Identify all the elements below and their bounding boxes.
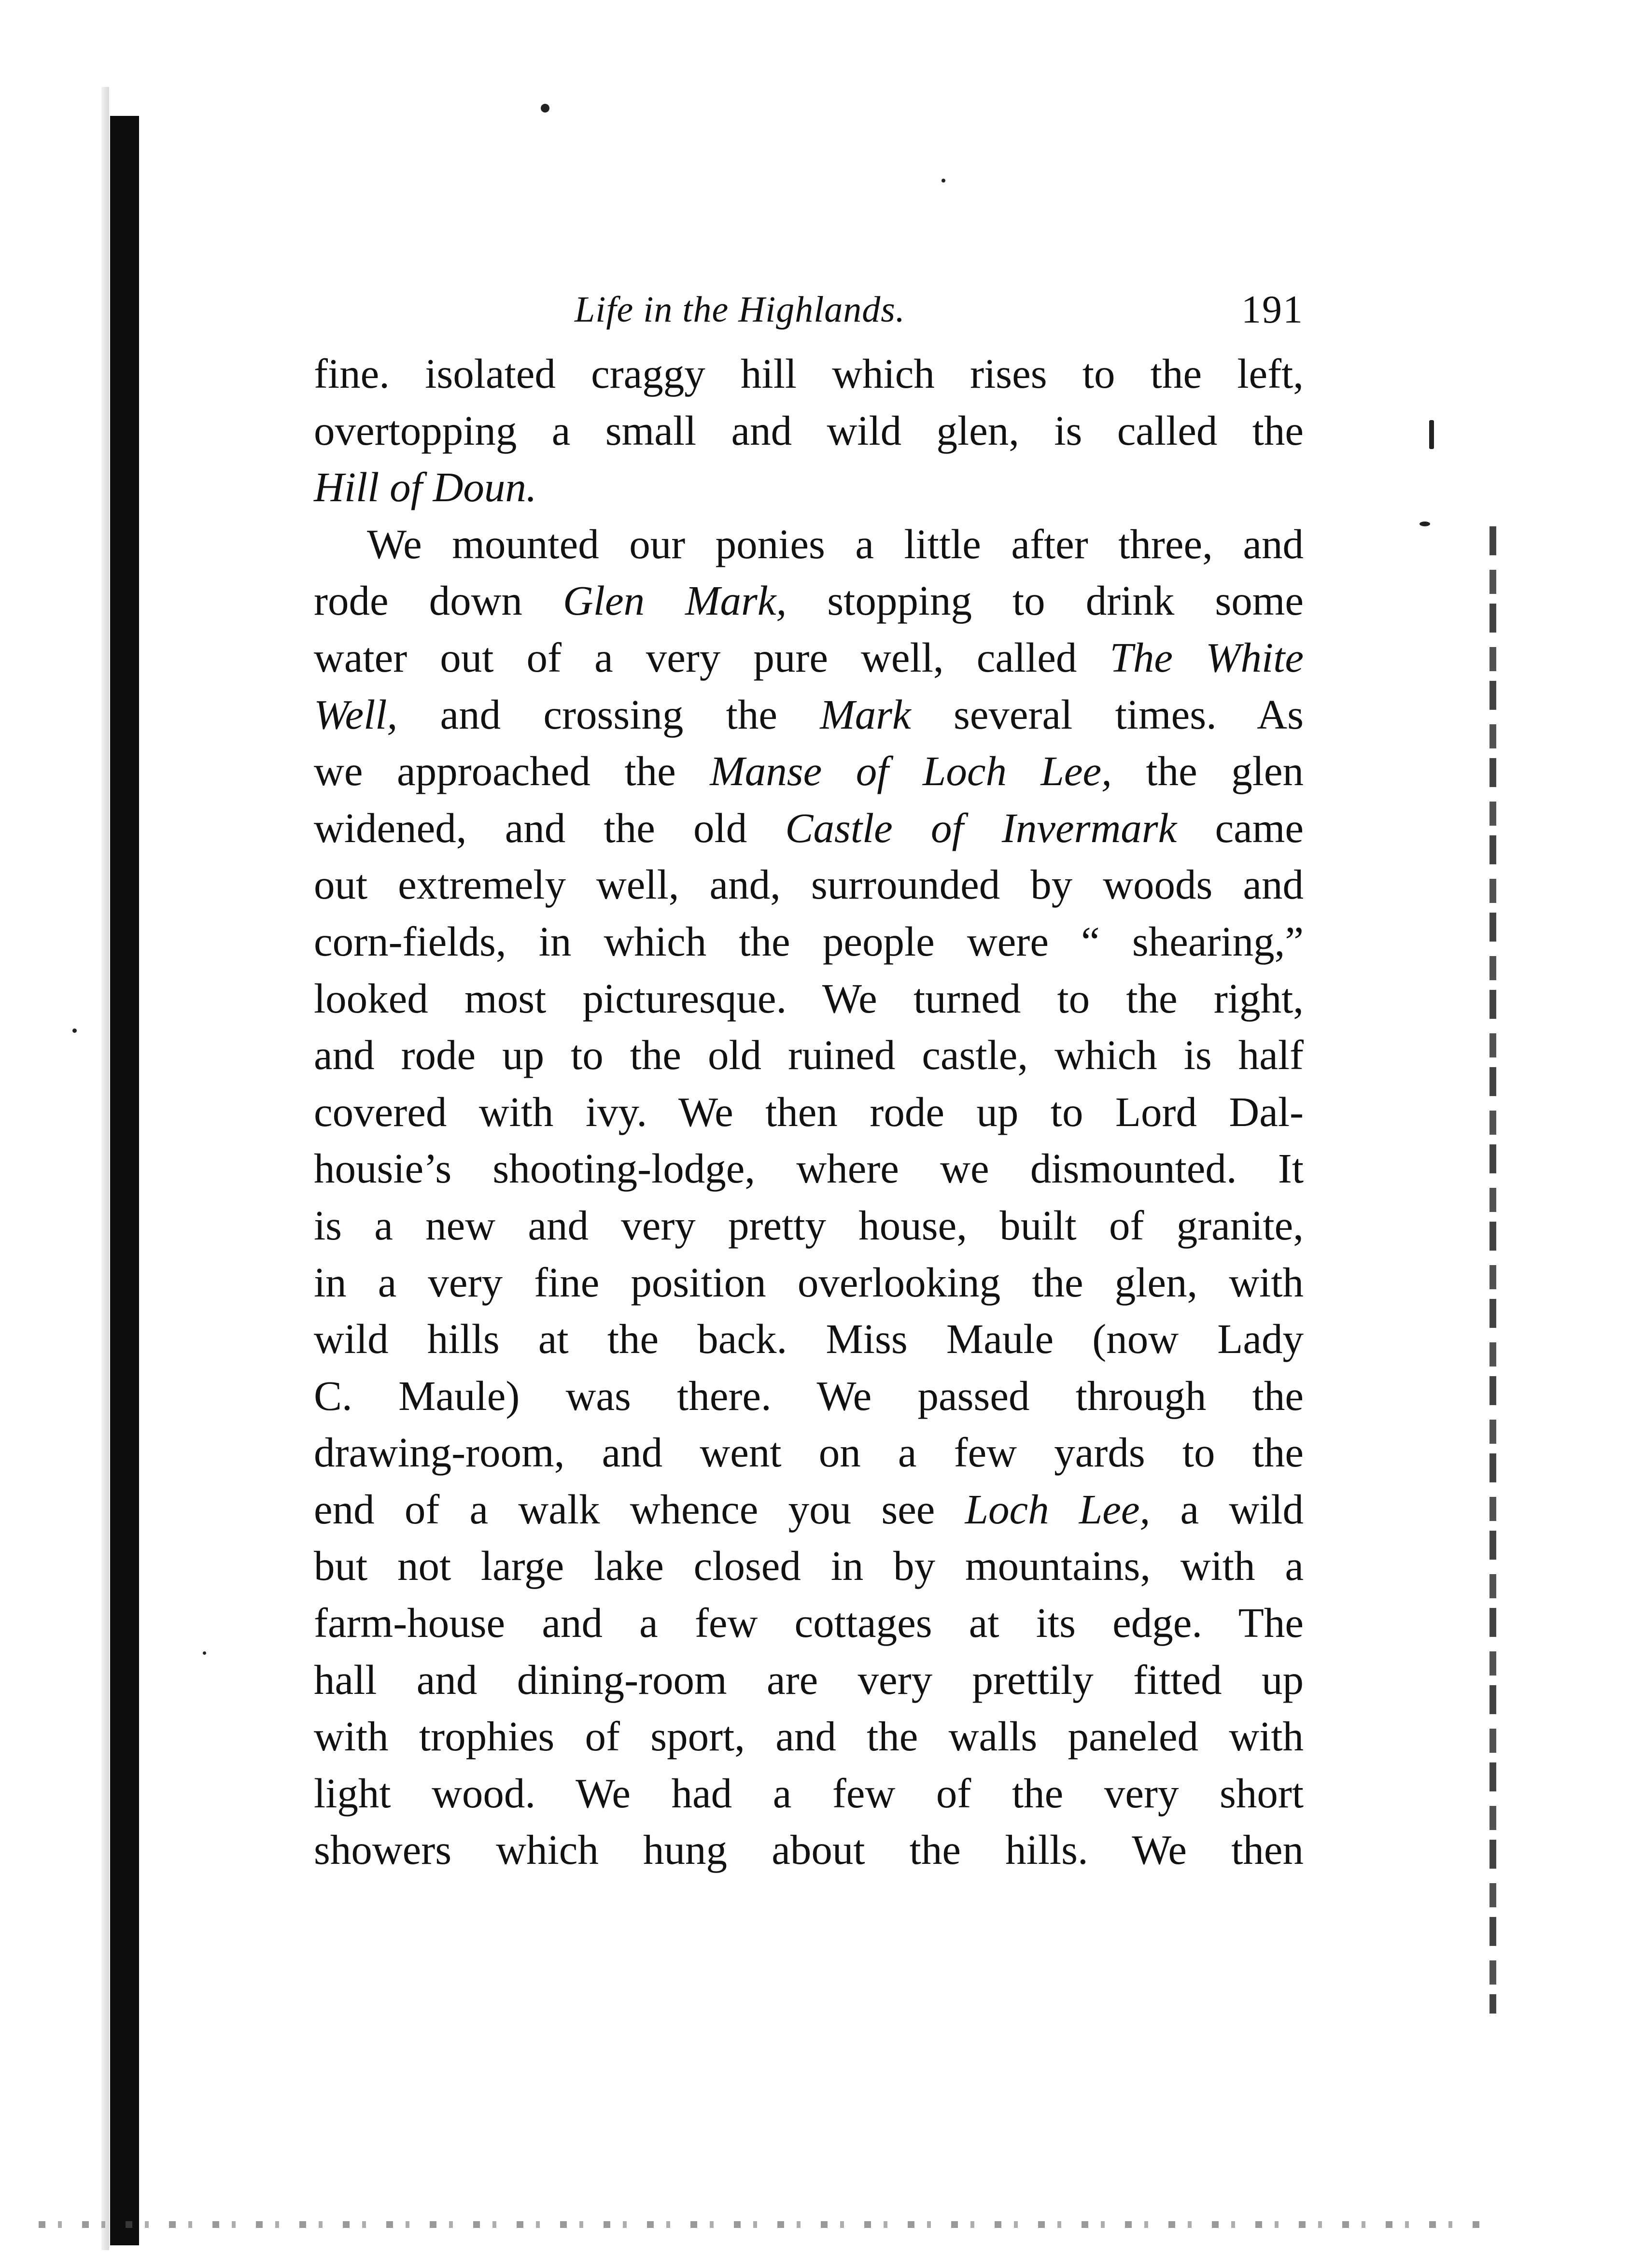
text-line xyxy=(314,459,1304,516)
running-head xyxy=(314,285,1304,338)
text-segment: end of a walk whence you see xyxy=(314,1485,965,1533)
italic-text: Manse of Loch Lee, xyxy=(710,747,1112,795)
text-line xyxy=(314,572,1304,629)
text-segment: farm-house and a few cottages at its edge. The xyxy=(314,1599,1304,1647)
scan-noise-bottom xyxy=(39,2221,1492,2228)
text-line xyxy=(314,1310,1304,1367)
text-line xyxy=(314,1367,1304,1424)
text-segment: fine. isolated craggy hill which rises to the left, xyxy=(314,350,1304,397)
text-segment: a wild xyxy=(1150,1485,1304,1533)
scan-speck xyxy=(541,104,549,113)
running-title: Life in the Highlands. xyxy=(575,289,905,330)
italic-text: Hill of Doun. xyxy=(314,464,537,511)
text-segment: drawing-room, and went on a few yards to the xyxy=(314,1429,1304,1476)
scan-speck xyxy=(72,1028,77,1033)
text-segment: looked most picturesque. We turned to the right, xyxy=(314,974,1304,1022)
scan-speck xyxy=(203,1651,206,1655)
text-segment: water out of a very pure well, called xyxy=(314,634,1110,681)
text-line xyxy=(314,402,1304,459)
text-line xyxy=(314,1821,1304,1878)
text-segment: stopping to drink some xyxy=(787,577,1304,624)
text-line xyxy=(314,1027,1304,1084)
binding-edge xyxy=(110,116,139,2245)
text-line xyxy=(314,1254,1304,1311)
text-segment: corn-fields, in which the people were “ shearing,” xyxy=(314,917,1304,965)
italic-text: Castle of Invermark xyxy=(785,804,1177,851)
text-line xyxy=(314,1537,1304,1594)
text-line xyxy=(314,1424,1304,1481)
text-segment: light wood. We had a few of the very short xyxy=(314,1769,1304,1817)
text-segment: with trophies of sport, and the walls paneled with xyxy=(314,1713,1304,1760)
text-line xyxy=(314,1481,1304,1538)
text-segment: is a new and very pretty house, built of granite, xyxy=(314,1201,1304,1249)
text-segment: the glen xyxy=(1111,747,1304,795)
italic-text: Mark xyxy=(820,690,911,738)
text-segment: widened, and the old xyxy=(314,804,786,851)
text-segment: several times. As xyxy=(911,690,1304,738)
text-segment: rode down xyxy=(314,577,563,624)
text-line xyxy=(314,1765,1304,1822)
text-line xyxy=(314,1197,1304,1254)
italic-text: Well, xyxy=(314,690,398,738)
text-line xyxy=(314,1651,1304,1708)
text-segment: wild hills at the back. Miss Maule (now Lady xyxy=(314,1315,1304,1363)
page-number: 191 xyxy=(1241,287,1304,331)
text-line xyxy=(314,856,1304,913)
text-segment: housie’s shooting-lodge, where we dismounted. It xyxy=(314,1145,1304,1192)
scan-speck xyxy=(1429,420,1434,449)
text-line xyxy=(314,345,1304,402)
text-segment: but not large lake closed in by mountains, with a xyxy=(314,1542,1304,1590)
scan-speck xyxy=(1419,521,1430,526)
text-line xyxy=(314,686,1304,743)
text-line xyxy=(314,970,1304,1027)
text-segment: showers which hung about the hills. We then xyxy=(314,1826,1304,1874)
text-segment: hall and dining-room are very prettily fitted up xyxy=(314,1656,1304,1703)
text-line xyxy=(314,1708,1304,1765)
page-edge-shadow xyxy=(1489,526,1496,2014)
text-line xyxy=(314,1594,1304,1651)
text-line xyxy=(314,800,1304,857)
text-segment: we approached the xyxy=(314,747,710,795)
text-segment: and crossing the xyxy=(397,690,820,738)
italic-text: The White xyxy=(1110,634,1304,681)
text-segment: overtopping a small and wild glen, is called the xyxy=(314,407,1304,454)
text-line xyxy=(314,913,1304,970)
text-line xyxy=(314,629,1304,686)
italic-text: Glen Mark, xyxy=(562,577,787,624)
binding-shadow xyxy=(101,87,109,2250)
text-segment: covered with ivy. We then rode up to Lord Dal- xyxy=(314,1088,1304,1135)
text-line xyxy=(314,516,1304,573)
text-line xyxy=(314,743,1304,800)
text-segment: in a very fine position overlooking the glen, with xyxy=(314,1258,1304,1306)
italic-text: Loch Lee, xyxy=(965,1485,1151,1533)
body-text xyxy=(314,345,1304,1878)
text-line xyxy=(314,1140,1304,1197)
text-segment: We mounted our ponies a little after three, and xyxy=(367,520,1304,567)
text-segment: and rode up to the old ruined castle, which is half xyxy=(314,1031,1304,1079)
text-segment: out extremely well, and, surrounded by woods and xyxy=(314,861,1304,908)
text-segment: C. Maule) was there. We passed through the xyxy=(314,1372,1304,1419)
scan-speck xyxy=(941,179,945,183)
text-line xyxy=(314,1084,1304,1141)
text-segment: came xyxy=(1177,804,1304,851)
